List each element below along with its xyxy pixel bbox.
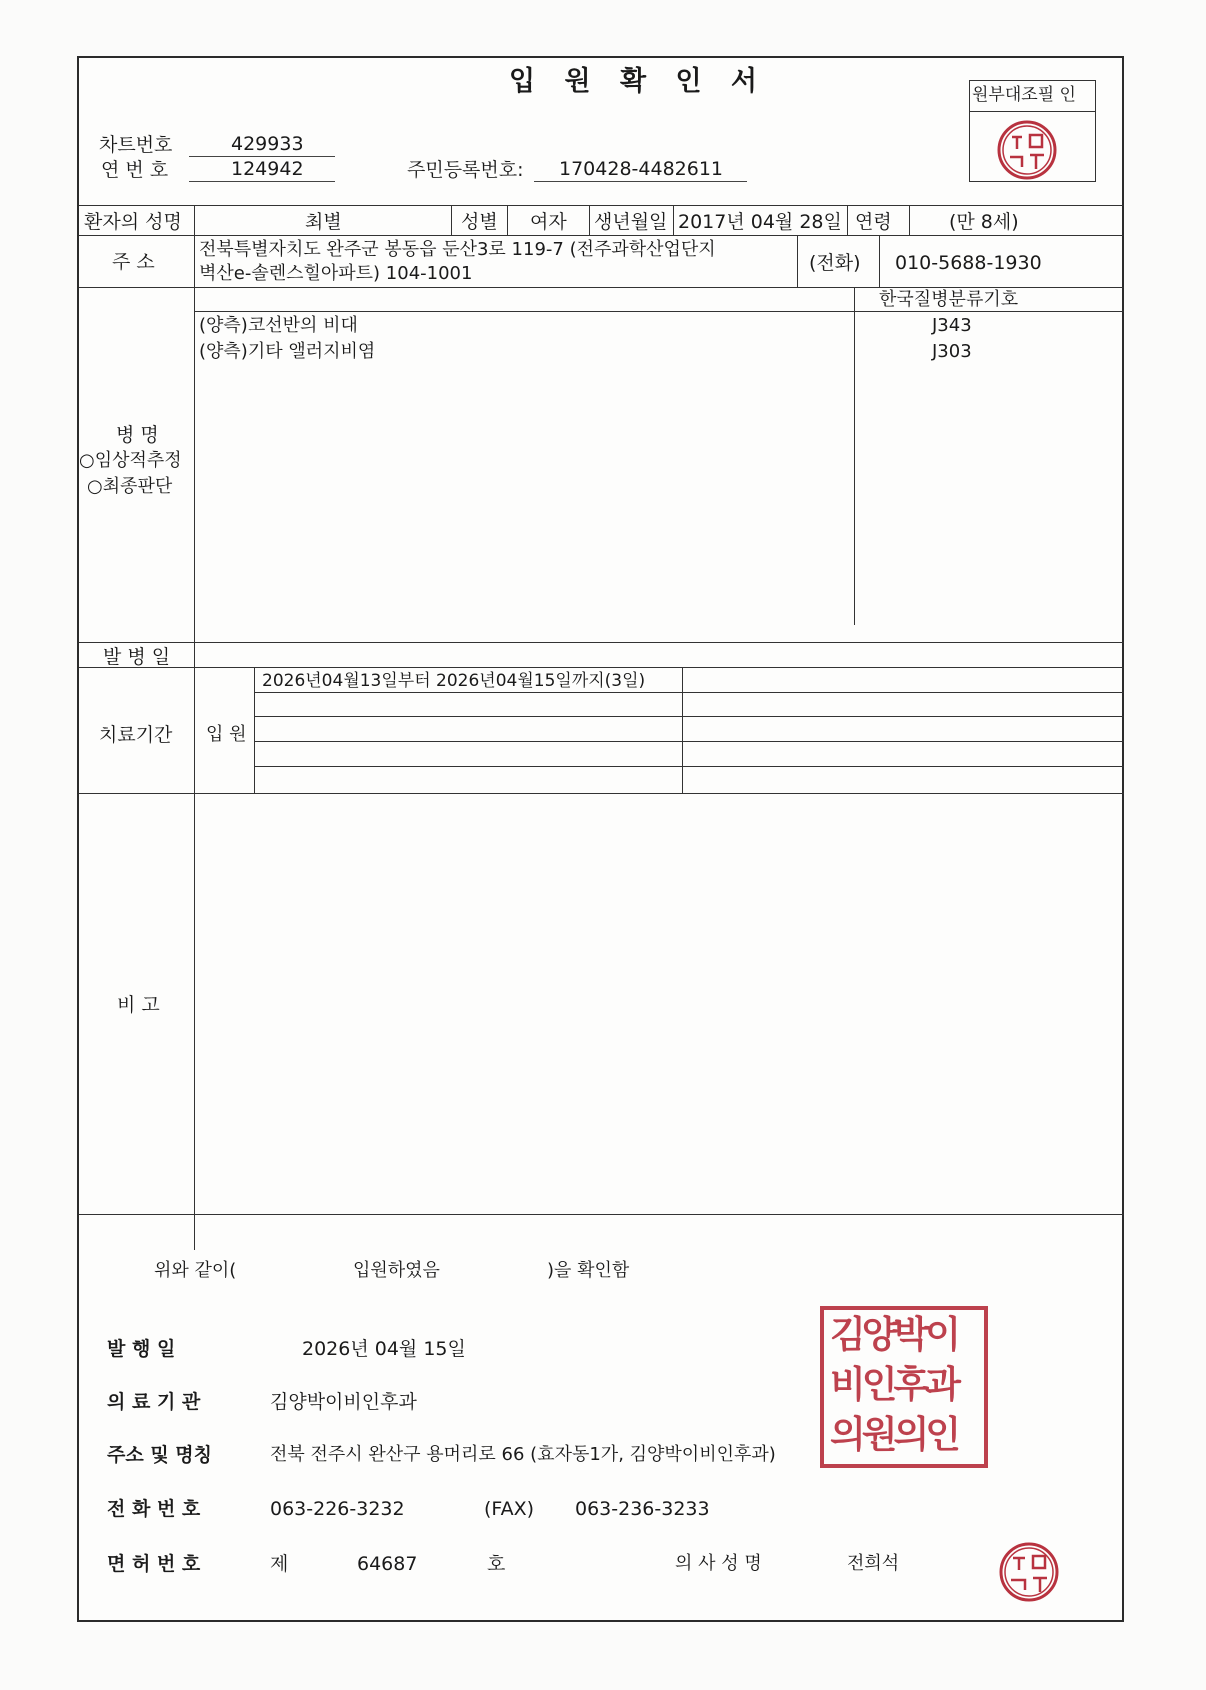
- confirmation-content: 입원하였음: [353, 1260, 440, 1281]
- patient-name-label: 환자의 성명: [84, 211, 182, 233]
- address-line1: 전북특별자치도 완주군 봉동읍 둔산3로 119-7 (전주과학산업단지: [199, 239, 716, 260]
- onset-label: 발 병 일: [103, 646, 171, 668]
- diagnosis-option-clinical: ○임상적추정: [79, 450, 182, 471]
- sex-label: 성별: [461, 211, 498, 233]
- license-suffix: 호: [487, 1553, 506, 1575]
- doctor-seal-icon: [995, 1538, 1065, 1604]
- fax-value: 063-236-3233: [575, 1498, 710, 1520]
- institution-name: 김양박이비인후과: [270, 1391, 417, 1413]
- treatment-period-value: 2026년04월13일부터 2026년04월15일까지(3일): [262, 671, 646, 691]
- issue-date-label: 발 행 일: [107, 1338, 176, 1360]
- seal-confirmation-box: [969, 80, 1096, 182]
- remarks-label: 비 고: [117, 994, 160, 1016]
- doctor-name: 전희석: [847, 1553, 900, 1574]
- phone-label: (전화): [809, 252, 861, 274]
- sex-value: 여자: [530, 211, 567, 233]
- diagnosis-1-name: (양측)코선반의 비대: [199, 315, 358, 336]
- diagnosis-1-code: J343: [932, 315, 972, 336]
- round-seal-icon: [992, 119, 1062, 181]
- resident-number-label: 주민등록번호:: [407, 159, 524, 181]
- address-line2: 벽산e-솔렌스힐아파트) 104-1001: [199, 263, 473, 284]
- fax-label: (FAX): [484, 1498, 535, 1520]
- document-title: 입 원 확 인 서: [509, 66, 768, 97]
- admission-label: 입 원: [206, 724, 247, 745]
- phone-value: 010-5688-1930: [895, 252, 1042, 274]
- serial-number-label: 연 번 호: [101, 159, 169, 181]
- diagnosis-label: 병 명: [116, 424, 159, 446]
- license-label: 면 허 번 호: [107, 1553, 201, 1575]
- diagnosis-2-name: (양측)기타 앨러지비염: [199, 341, 376, 362]
- serial-number: 124942: [231, 158, 304, 180]
- seal-line-2: 비인후과: [830, 1362, 957, 1406]
- license-number: 64687: [357, 1553, 418, 1575]
- address-label: 주 소: [112, 251, 155, 273]
- seal-line-1: 김양박이: [830, 1312, 957, 1356]
- institution-label: 의 료 기 관: [107, 1391, 201, 1413]
- chart-number-label: 차트번호: [99, 134, 173, 156]
- license-prefix: 제: [270, 1553, 289, 1575]
- issuer-address-label: 주소 및 명칭: [107, 1444, 212, 1466]
- doctor-label: 의 사 성 명: [675, 1553, 762, 1574]
- confirmation-prefix: 위와 같이(: [154, 1260, 237, 1281]
- issuer-phone-label: 전 화 번 호: [107, 1498, 201, 1520]
- chart-number: 429933: [231, 133, 304, 155]
- resident-number: 170428-4482611: [559, 158, 724, 180]
- issue-date: 2026년 04월 15일: [302, 1338, 466, 1360]
- patient-name: 최별: [305, 211, 342, 233]
- age-value: (만 8세): [949, 211, 1019, 233]
- birth-label: 생년월일: [594, 211, 668, 233]
- birth-value: 2017년 04월 28일: [678, 211, 842, 233]
- issuer-phone: 063-226-3232: [270, 1498, 405, 1520]
- diagnosis-2-code: J303: [932, 341, 972, 362]
- admission-certificate-form: [77, 56, 1124, 1622]
- treatment-period-label: 치료기간: [99, 724, 173, 746]
- seal-box-label: 원부대조필 인: [972, 85, 1076, 105]
- diagnosis-option-final: ○최종판단: [87, 476, 173, 497]
- institution-seal-icon: [820, 1306, 988, 1468]
- confirmation-suffix: )을 확인함: [547, 1260, 630, 1281]
- seal-line-3: 의원의인: [830, 1412, 957, 1456]
- age-label: 연령: [855, 211, 892, 233]
- issuer-address: 전북 전주시 완산구 용머리로 66 (효자동1가, 김양박이비인후과): [270, 1444, 776, 1465]
- disease-code-header: 한국질병분류기호: [879, 289, 1019, 310]
